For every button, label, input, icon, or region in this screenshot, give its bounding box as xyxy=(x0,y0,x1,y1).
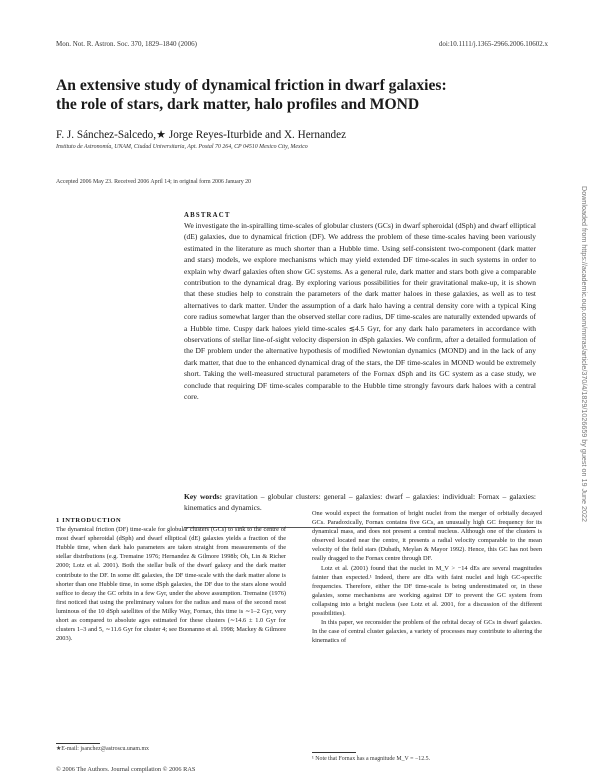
right-column xyxy=(312,509,542,645)
keywords-label: Key words: xyxy=(184,492,223,501)
doi[interactable]: doi:10.1111/j.1365-2966.2006.10602.x xyxy=(438,40,548,48)
left-column xyxy=(56,516,286,643)
abstract xyxy=(184,212,536,403)
footnote-divider-left xyxy=(56,743,100,744)
title-line-2: the role of stars, dark matter, halo profiles and MOND xyxy=(56,96,420,113)
footnote-divider-right xyxy=(312,752,356,753)
section-heading-introduction: 1 INTRODUCTION xyxy=(56,517,122,524)
intro-paragraph-4: In this paper, we reconsider the problem of the orbital decay of GCs in dwarf galaxies. In the case of central cluster galaxies, a variety of processes may contribute to altering the kinematics of xyxy=(312,619,542,645)
copyright: © 2006 The Authors. Journal compilation © 2006 RAS xyxy=(56,766,196,773)
abstract-text: We investigate the in-spiralling time-scales of globular clusters (GCs) in dwarf spheroidal (dSph) and dwarf elliptical (dE) galaxies, due to dynamical friction (DF). We address the problem of these time-scales having been variously estimated in the literature as much shorter than a Hubble time. Using self-consistent two-component (dark matter and stars) models, we explore mechanisms which may yield extended DF time-scales in such systems in order to explain why dwarf galaxies often show GC systems. As a general rule, dark matter and stars both give a comparable contribution to the dynamical drag. By exploring various possibilities for their gravitational make-up, it is shown that these studies help to constrain the parameters of the dark matter haloes in these galaxies, as well as to test alternatives to dark matter. Under the assumption of a dark halo having a central density core with a typical King core radius somewhat larger than the observed stellar core radius, DF time-scales are naturally extended upwards of a Hubble time. Cuspy dark haloes yield time-scales ≲4.5 Gyr, for any dark halo parameters in accordance with observations of stellar line-of-sight velocity dispersion in dSph galaxies. We confirm, after a detailed formulation of the DF problem under the alternative hypothesis of modified Newtonian dynamics (MOND) and in the lack of any dark matter, that due to the enhanced dynamical drag of the stars, the DF time-scales in MOND would be extremely short. Taking the well-measured structural parameters of the Fornax dSph and its GC system as a case study, we conclude that requiring DF time-scales comparable to the Hubble time strongly favours dark haloes with a central core. xyxy=(184,221,537,402)
authors: F. J. Sánchez-Salcedo,★ Jorge Reyes-Iturbide and X. Hernandez xyxy=(56,129,347,141)
title-line-1: An extensive study of dynamical friction in dwarf galaxies: xyxy=(56,77,447,94)
accepted-dates: Accepted 2006 May 23. Received 2006 April 14; in original form 2006 January 20 xyxy=(56,179,252,185)
footnote-1: ¹ Note that Fornax has a magnitude M_V = −12.5. xyxy=(312,756,431,762)
keywords-text: gravitation – globular clusters: general – galaxies: dwarf – galaxies: individual: Fornax – galaxies: kinematics and dynamics. xyxy=(184,492,536,513)
author-email-footnote: ★E-mail: jsanchez@astroscu.unam.mx xyxy=(56,746,149,752)
journal-reference: Mon. Not. R. Astron. Soc. 370, 1829–1840 (2006) xyxy=(56,40,197,48)
download-watermark: Downloaded from https://academic.oup.com/mnras/article/370/4/1829/1026659 by guest on 19 June 2022 xyxy=(580,186,589,523)
intro-paragraph-1: The dynamical friction (DF) time-scale for globular clusters (GCs) to sink to the centre of most dwarf spheroidal (dSph) and dwarf elliptical (dE) galaxies yields a fraction of the Hubble time, when dark halo parameters are taken straight from measurements of the stellar distributions (e.g. Tremaine 1976; Hernandez & Gilmore 1998b; Oh, Lin & Richer 2000; Lotz et al. 2001). Both the stellar bulk of the dwarf galaxy and the dark matter contribute to the DF. In some dE galaxies, the DF time-scale with the dark matter alone is shorter than one Hubble time, in some dSph galaxies, the DF due to the stars alone would suffice to decay the GC orbits in a few Gyr, under the above assumption. Tremaine (1976) first noticed that using the preliminary values for the radius and mass of the second most luminous of the 10 dSph satellites of the Milky Way, Fornax, this time is ∼1–2 Gyr, very short as compared to absolute ages estimated for these clusters (∼14.6 ± 1.0 Gyr for clusters 1–3 and 5, ∼11.6 Gyr for cluster 4; see Buonanno et al. 1998; Mackey & Gilmore 2003). xyxy=(56,526,286,643)
affiliation: Instituto de Astronomía, UNAM, Ciudad Universitaria, Apt. Postal 70 264, CP 04510 Mexico City, Mexico xyxy=(56,144,308,150)
intro-paragraph-3: Lotz et al. (2001) found that the nuclei in M_V > −14 dEs are several magnitudes fainter than expected.¹ Indeed, there are dEs with faint nuclei and high GC-specific frequencies. Therefore, either the DF time-scale is being underestimated or, in these galaxies, some mechanisms are working against DF to prevent the GC system from collapsing into a bright nucleus (see Lotz et al. 2001, for a discussion of the different possibilities). xyxy=(312,564,542,618)
paper-title xyxy=(56,76,526,114)
intro-paragraph-2: One would expect the formation of bright nuclei from the merger of orbitally decayed GCs. Paradoxically, Fornax contains five GCs, an unusually high GC frequency for its dynamical mass, and does not present a central nucleus. Although one of the clusters is observed located near the centre, it presents a radial velocity comparable to the mean velocity of the field stars (Dubath, Meylan & Mayor 1992). Hence, this GC has not been really dragged to the Fornax centre through DF. xyxy=(312,510,542,563)
abstract-heading: ABSTRACT xyxy=(184,212,231,219)
